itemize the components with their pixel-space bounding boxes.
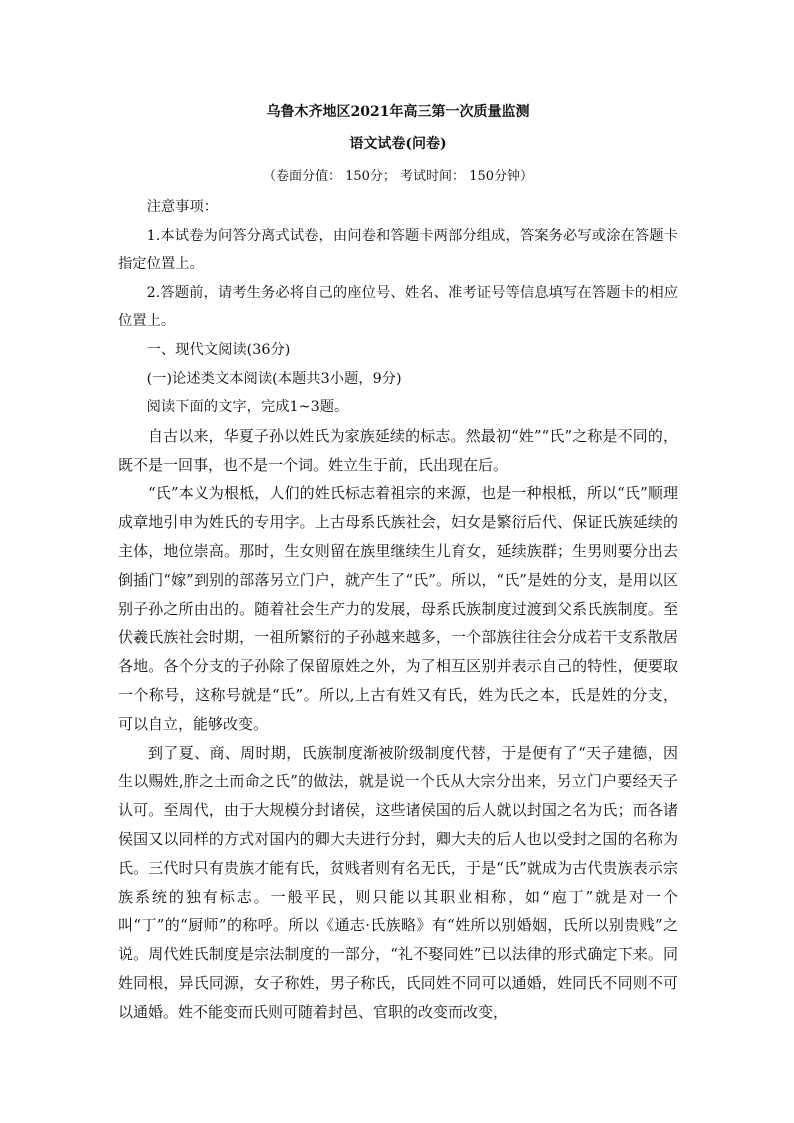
- section-subheading: (一)论述类文本阅读(本题共3小题，9分): [146, 370, 402, 387]
- exam-subtitle: 语文试卷(问卷): [349, 136, 447, 152]
- page-content: [118, 97, 678, 1026]
- exam-title: 乌鲁木齐地区2021年高三第一次质量监测: [266, 104, 530, 120]
- passage-paragraph-3: 到了夏、商、周时期，氏族制度渐被阶级制度代替，于是便有了“天子建德，因生以赐姓,胙之土而命之氏”的做法，就是说一个氏从大宗分出来，另立门户要经天子认可。至周代，由于大规模分封诸侯，这些诸侯国的后人就以封国之名为氏；而各诸侯国又以同样的方式对国内的卿大夫进行分封，卿大夫的后人也以受封之国的名称为氏。三代时只有贵族才能有氏，贫贱者则有名无氏，于是“氏”就成为古代贵族表示宗族系统的独有标志。一般平民，则只能以其职业相称，如“庖丁”就是对一个叫“丁”的“厨师”的称呼。所以《通志·氏族略》有“姓所以别婚姻，氏所以别贵贱”之说。周代姓氏制度是宗法制度的一部分，“礼不娶同姓”已以法律的形式确定下来。同姓同根，异氏同源，女子称姓，男子称氏，氏同姓不同可以通婚，姓同氏不同则不可以通婚。姓不能变而氏则可随着封邑、官职的改变而改变，: [118, 743, 678, 1021]
- section-instruction: 阅读下面的文字，完成1~3题。: [146, 399, 349, 416]
- section-heading: 一、现代文阅读(36分): [146, 341, 291, 358]
- notice-heading: 注意事项：: [146, 199, 219, 215]
- exam-meta: （卷面分值： 150分； 考试时间： 150分钟）: [262, 169, 534, 184]
- notice-item-1: 1.本试卷为问答分离式试卷，由问卷和答题卡两部分组成，答案务必写或涂在答题卡指定位置上。: [118, 227, 678, 273]
- passage-paragraph-1: 自古以来，华夏子孙以姓氏为家族延续的标志。然最初“姓”“氏”之称是不同的，既不是一回事，也不是一个词。姓立生于前，氏出现在后。: [118, 426, 678, 474]
- notice-item-2: 2.答题前，请考生务必将自己的座位号、姓名、准考证号等信息填写在答题卡的相应位置上。: [118, 284, 678, 330]
- passage-paragraph-2: “氏”本义为根柢，人们的姓氏标志着祖宗的来源，也是一种根柢，所以“氏”顺理成章地引申为姓氏的专用字。上古母系氏族社会，妇女是繁衍后代、保证氏族延续的主体，地位崇高。那时，生女则留在族里继续生儿育女，延续族群；生男则要分出去倒插门“嫁”到别的部落另立门户，就产生了“氏”。所以，“氏”是姓的分支，是用以区别子孙之所由出的。随着社会生产力的发展，母系氏族制度过渡到父系氏族制度。至伏羲氏族社会时期，一祖所繁衍的子孙越来越多，一个部族往往会分成若干支系散居各地。各个分支的子孙除了保留原姓之外，为了相互区别并表示自己的特性，便要取一个称号，这称号就是“氏”。所以,上古有姓又有氏，姓为氏之本，氏是姓的分支，可以自立，能够改变。: [118, 484, 678, 733]
